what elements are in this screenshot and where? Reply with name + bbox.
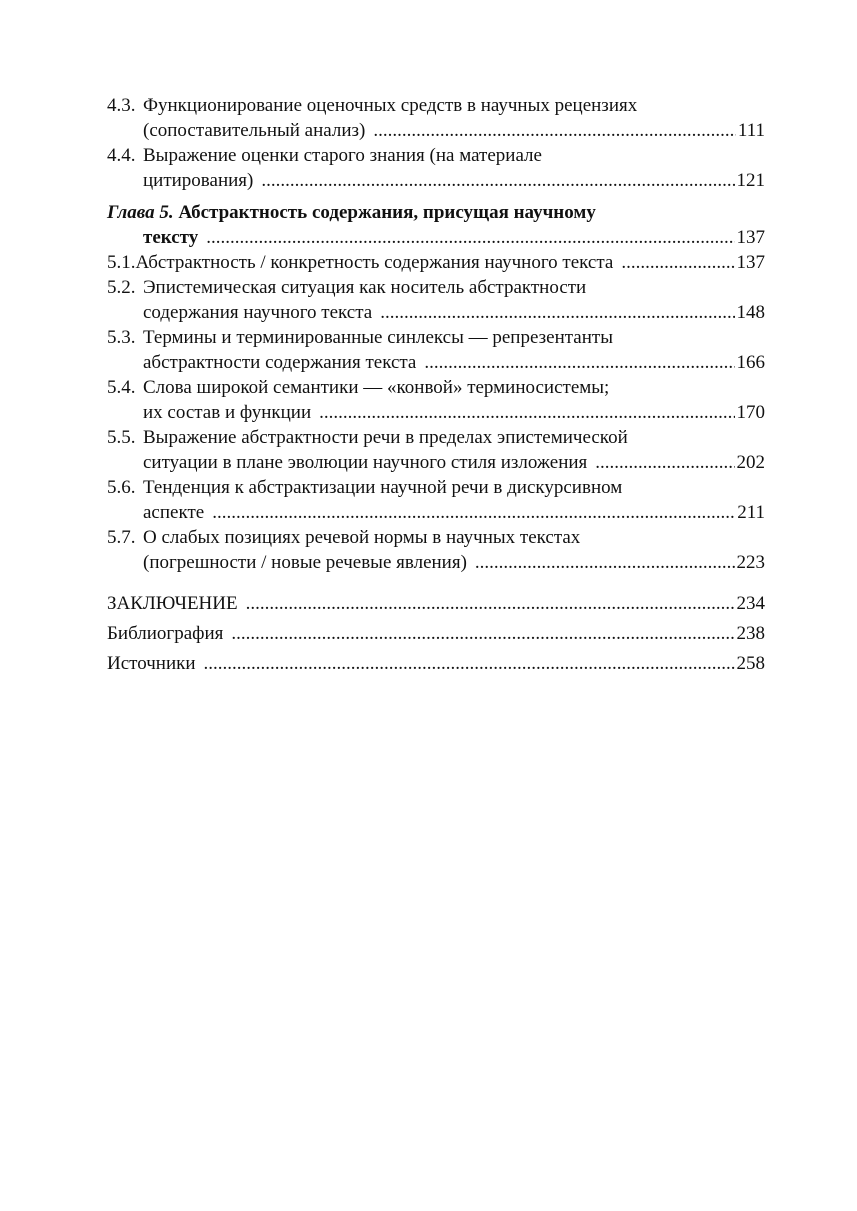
dot-leader: [212, 500, 735, 525]
toc-entry-5-2: [107, 275, 765, 325]
entry-title: ЗАКЛЮЧЕНИЕ: [107, 593, 238, 614]
entry-title: Функционирование оценочных средств в научных рецензиях: [143, 95, 638, 116]
dot-leader: [373, 118, 736, 143]
entry-number: 5.7.: [107, 527, 136, 548]
entry-title: Абстрактность / конкретность содержания научного текста: [135, 252, 614, 273]
dot-leader: [246, 591, 735, 616]
page-number: 258: [736, 653, 765, 674]
toc-conclusion: [107, 591, 765, 616]
dot-leader: [261, 168, 734, 193]
dot-leader: [475, 550, 735, 575]
dot-leader: [424, 350, 734, 375]
entry-title: Выражение абстрактности речи в пределах эпистемической: [143, 427, 628, 448]
entry-title: Источники: [107, 653, 196, 674]
entry-title: Слова широкой семантики — «конвой» терминосистемы;: [143, 377, 610, 398]
toc-entry-5-3: [107, 325, 765, 375]
entry-number: 5.3.: [107, 327, 136, 348]
toc-bibliography: [107, 621, 765, 646]
toc-chapter-5: [107, 200, 765, 250]
toc-entry-5-4: [107, 375, 765, 425]
page-number: 238: [736, 623, 765, 644]
dot-leader: [621, 250, 734, 275]
entry-title-continued: абстрактности содержания текста: [143, 352, 417, 373]
chapter-label: Глава 5.: [107, 202, 174, 223]
entry-title-continued: (погрешности / новые речевые явления): [143, 552, 467, 573]
page-number: 211: [737, 502, 765, 523]
page-number: 111: [737, 120, 765, 141]
entry-title-continued: содержания научного текста: [143, 302, 373, 323]
entry-title-continued: (сопоставительный анализ): [143, 120, 366, 141]
entry-number: 5.5.: [107, 427, 136, 448]
toc-entry-5-1: [107, 250, 765, 275]
page-number: 137: [736, 252, 765, 273]
entry-title-continued: аспекте: [143, 502, 205, 523]
entry-title: Выражение оценки старого знания (на материале: [143, 145, 542, 166]
entry-number: 5.6.: [107, 477, 136, 498]
entry-number: 4.3.: [107, 95, 136, 116]
entry-title: Эпистемическая ситуация как носитель абстрактности: [143, 277, 587, 298]
table-of-contents: [107, 93, 765, 676]
page-number: 202: [736, 452, 765, 473]
page-number: 170: [736, 402, 765, 423]
page-number: 223: [736, 552, 765, 573]
entry-title-continued: их состав и функции: [143, 402, 312, 423]
toc-entry-4-3: [107, 93, 765, 143]
page-number: 148: [736, 302, 765, 323]
entry-title-continued: ситуации в плане эволюции научного стиля изложения: [143, 452, 588, 473]
dot-leader: [206, 225, 734, 250]
page-number: 137: [736, 227, 765, 248]
entry-title: Термины и терминированные синлексы — репрезентанты: [143, 327, 613, 348]
page-number: 166: [736, 352, 765, 373]
toc-entry-5-7: [107, 525, 765, 575]
chapter-title: Абстрактность содержания, присущая научному: [178, 202, 596, 223]
dot-leader: [380, 300, 734, 325]
entry-title: Библиография: [107, 623, 224, 644]
dot-leader: [231, 621, 734, 646]
page-number: 234: [736, 593, 765, 614]
entry-number: 5.2.: [107, 277, 136, 298]
chapter-title-continued: тексту: [143, 227, 199, 248]
entry-number: 4.4.: [107, 145, 136, 166]
toc-entry-5-5: [107, 425, 765, 475]
page-number: 121: [736, 170, 765, 191]
toc-entry-5-6: [107, 475, 765, 525]
dot-leader: [595, 450, 734, 475]
entry-title: Тенденция к абстрактизации научной речи в дискурсивном: [143, 477, 623, 498]
entry-number: 5.4.: [107, 377, 136, 398]
toc-entry-4-4: [107, 143, 765, 193]
toc-sources: [107, 651, 765, 676]
entry-title-continued: цитирования): [143, 170, 254, 191]
entry-number: 5.1.: [107, 252, 136, 273]
dot-leader: [319, 400, 734, 425]
entry-title: О слабых позициях речевой нормы в научных текстах: [143, 527, 581, 548]
dot-leader: [204, 651, 735, 676]
